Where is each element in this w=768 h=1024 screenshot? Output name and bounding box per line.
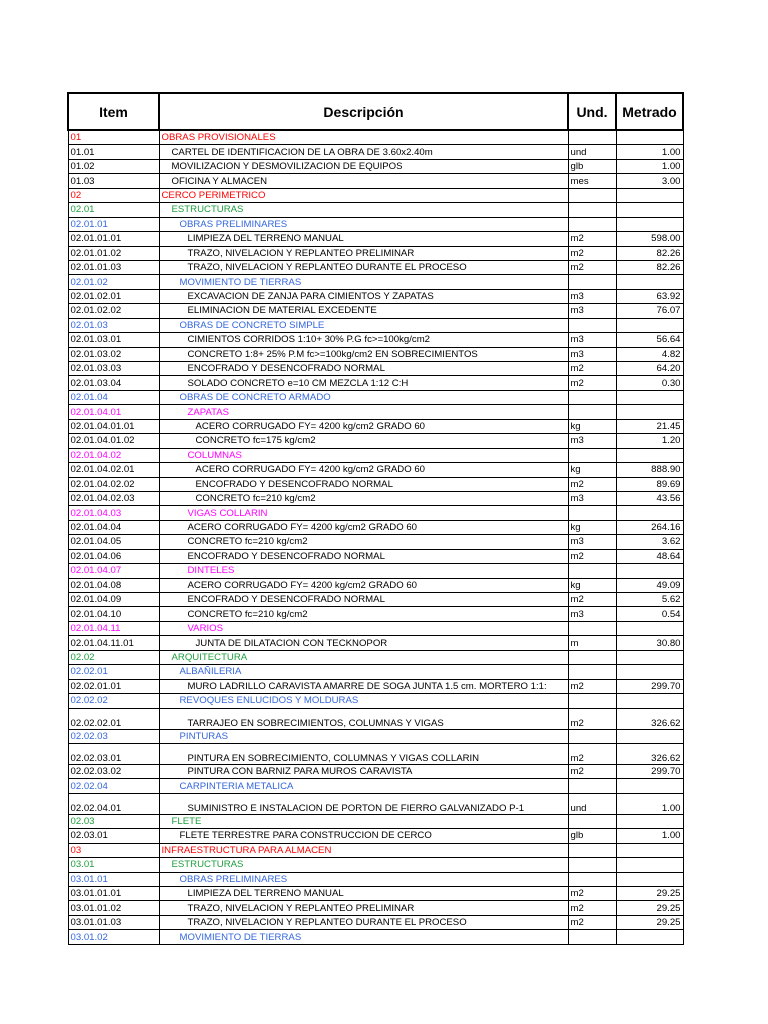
cell-item: 02.02.03.02 (68, 764, 159, 778)
cell-item: 01.03 (68, 174, 159, 188)
cell-und: kg (568, 578, 616, 592)
cell-metrado: 1.00 (616, 145, 683, 159)
cell-und: m3 (568, 333, 616, 347)
cell-und (568, 275, 616, 289)
table-row (68, 549, 683, 563)
table-row (68, 318, 683, 332)
cell-metrado (616, 650, 683, 664)
table-row (68, 636, 683, 650)
cell-und (568, 872, 616, 886)
table-row (68, 814, 683, 828)
cell-metrado: 63.92 (616, 289, 683, 303)
cell-metrado: 76.07 (616, 304, 683, 318)
table-row (68, 491, 683, 505)
cell-descripcion (159, 743, 568, 764)
cell-und (568, 203, 616, 217)
table-row (68, 665, 683, 679)
cell-descripcion: CONCRETO fc=210 kg/cm2 (159, 607, 568, 621)
table-row (68, 520, 683, 534)
cell-item: 02.03.01 (68, 829, 159, 843)
cell-metrado: 4.82 (616, 347, 683, 361)
cell-metrado: 326.62 (616, 708, 683, 729)
cell-item: 02.01.01.02 (68, 246, 159, 260)
cell-item: 01 (68, 130, 159, 145)
cell-descripcion: CONCRETO fc=210 kg/cm2 (159, 535, 568, 549)
header-descripcion: Descripción (159, 93, 568, 130)
cell-und (568, 843, 616, 857)
cell-item: 02.01.03.03 (68, 362, 159, 376)
table-row (68, 289, 683, 303)
cell-metrado: 30.80 (616, 636, 683, 650)
cell-metrado: 299.70 (616, 679, 683, 693)
cell-metrado (616, 318, 683, 332)
cell-item: 02.02.01.01 (68, 679, 159, 693)
cell-item: 02.01.01 (68, 217, 159, 231)
cell-descripcion: SOLADO CONCRETO e=10 CM MEZCLA 1:12 C:H (159, 376, 568, 390)
table-row (68, 260, 683, 274)
cell-metrado (616, 694, 683, 708)
cell-item: 02.01.04.08 (68, 578, 159, 592)
cell-item: 03.01.01.03 (68, 915, 159, 929)
cell-item: 02.01.04 (68, 390, 159, 404)
table-row (68, 434, 683, 448)
table-row (68, 304, 683, 318)
cell-item: 02.01.04.10 (68, 607, 159, 621)
table-body (68, 130, 683, 944)
cell-metrado: 56.64 (616, 333, 683, 347)
cell-metrado: 21.45 (616, 419, 683, 433)
cell-descripcion: INFRAESTRUCTURA PARA ALMACEN (159, 843, 568, 857)
cell-descripcion: ENCOFRADO Y DESENCOFRADO NORMAL (159, 477, 568, 491)
cell-descripcion: CARPINTERIA METALICA (159, 779, 568, 793)
cell-metrado (616, 858, 683, 872)
cell-metrado: 43.56 (616, 491, 683, 505)
cell-und (568, 217, 616, 231)
cell-und: und (568, 793, 616, 814)
cell-descripcion: ESTRUCTURAS (159, 858, 568, 872)
cell-item: 02.02.02.01 (68, 708, 159, 729)
cell-descripcion: OBRAS PRELIMINARES (159, 217, 568, 231)
table-row (68, 405, 683, 419)
cell-descripcion: TRAZO, NIVELACION Y REPLANTEO DURANTE EL PROCESO (159, 915, 568, 929)
cell-descripcion: CONCRETO fc=210 kg/cm2 (159, 491, 568, 505)
cell-item: 02.01.01.01 (68, 232, 159, 246)
table-row (68, 159, 683, 173)
table-row (68, 232, 683, 246)
table-row (68, 887, 683, 901)
cell-metrado (616, 506, 683, 520)
cell-metrado: 264.16 (616, 520, 683, 534)
cell-metrado: 299.70 (616, 764, 683, 778)
cell-descripcion: ESTRUCTURAS (159, 203, 568, 217)
table-row (68, 621, 683, 635)
cell-metrado: 49.09 (616, 578, 683, 592)
cell-und: m3 (568, 491, 616, 505)
cell-descripcion: ACERO CORRUGADO FY= 4200 kg/cm2 GRADO 60 (159, 419, 568, 433)
header-item: Item (68, 93, 159, 130)
cell-descripcion: MOVILIZACION Y DESMOVILIZACION DE EQUIPOS (159, 159, 568, 173)
cell-und: kg (568, 419, 616, 433)
table-row (68, 564, 683, 578)
cell-metrado (616, 390, 683, 404)
cell-item: 02.01.04.02 (68, 448, 159, 462)
cell-item: 02.01.03.01 (68, 333, 159, 347)
cell-item: 02.01.04.04 (68, 520, 159, 534)
table-row (68, 448, 683, 462)
table-row (68, 694, 683, 708)
cell-metrado (616, 621, 683, 635)
cell-und: kg (568, 463, 616, 477)
cell-metrado (616, 217, 683, 231)
cell-metrado: 1.00 (616, 829, 683, 843)
cell-und (568, 779, 616, 793)
cell-metrado (616, 729, 683, 743)
cell-item: 02.02.03 (68, 729, 159, 743)
cell-und (568, 448, 616, 462)
cell-und: m (568, 636, 616, 650)
cell-item: 03.01.01.01 (68, 887, 159, 901)
cell-und (568, 390, 616, 404)
cell-und (568, 621, 616, 635)
cell-item: 02.02.04.01 (68, 793, 159, 814)
table-row (68, 217, 683, 231)
cell-und: m2 (568, 887, 616, 901)
cell-und (568, 665, 616, 679)
cell-descripcion: ENCOFRADO Y DESENCOFRADO NORMAL (159, 362, 568, 376)
cell-und: m2 (568, 901, 616, 915)
table-row (68, 858, 683, 872)
table-row (68, 376, 683, 390)
table-row (68, 275, 683, 289)
cell-descripcion: VARIOS (159, 621, 568, 635)
cell-item: 02.01.03.04 (68, 376, 159, 390)
cell-descripcion: ARQUITECTURA (159, 650, 568, 664)
cell-metrado (616, 779, 683, 793)
cell-und (568, 729, 616, 743)
cell-metrado: 82.26 (616, 260, 683, 274)
cell-metrado: 64.20 (616, 362, 683, 376)
table-row (68, 829, 683, 843)
cell-und: m3 (568, 434, 616, 448)
table-row (68, 246, 683, 260)
cell-item: 02.02.01 (68, 665, 159, 679)
cell-descripcion: TRAZO, NIVELACION Y REPLANTEO DURANTE EL PROCESO (159, 260, 568, 274)
metrado-table (67, 92, 684, 945)
cell-item: 01.01 (68, 145, 159, 159)
cell-metrado (616, 665, 683, 679)
cell-item: 02.03 (68, 814, 159, 828)
cell-metrado (616, 564, 683, 578)
cell-metrado (616, 203, 683, 217)
table-row (68, 679, 683, 693)
cell-item: 02.01.04.06 (68, 549, 159, 563)
cell-metrado: 888.90 (616, 463, 683, 477)
table-row (68, 764, 683, 778)
cell-und: m2 (568, 260, 616, 274)
table-row (68, 477, 683, 491)
table-row (68, 607, 683, 621)
cell-und: m2 (568, 477, 616, 491)
cell-metrado: 0.30 (616, 376, 683, 390)
cell-und (568, 188, 616, 202)
cell-metrado: 29.25 (616, 915, 683, 929)
cell-und: m3 (568, 304, 616, 318)
cell-metrado: 3.00 (616, 174, 683, 188)
cell-metrado (616, 405, 683, 419)
table-row (68, 930, 683, 944)
cell-descripcion: ZAPATAS (159, 405, 568, 419)
cell-descripcion: CARTEL DE IDENTIFICACION DE LA OBRA DE 3.60x2.40m (159, 145, 568, 159)
cell-descripcion: ENCOFRADO Y DESENCOFRADO NORMAL (159, 549, 568, 563)
cell-metrado: 29.25 (616, 901, 683, 915)
cell-item: 02.01.02.02 (68, 304, 159, 318)
cell-metrado: 89.69 (616, 477, 683, 491)
header-und: Und. (568, 93, 616, 130)
cell-item: 03.01.01 (68, 872, 159, 886)
table-row (68, 347, 683, 361)
cell-descripcion (159, 793, 568, 814)
cell-descripcion-text: PINTURA EN SOBRECIMIENTO, COLUMNAS Y VIGAS COLLARIN (187, 752, 480, 764)
cell-descripcion: ACERO CORRUGADO FY= 4200 kg/cm2 GRADO 60 (159, 578, 568, 592)
header-row (68, 93, 683, 130)
cell-und: m2 (568, 743, 616, 764)
cell-metrado (616, 814, 683, 828)
cell-descripcion: DINTELES (159, 564, 568, 578)
cell-metrado: 82.26 (616, 246, 683, 260)
cell-item: 02.01.04.02.03 (68, 491, 159, 505)
cell-und: m2 (568, 246, 616, 260)
table-row (68, 145, 683, 159)
cell-metrado: 1.00 (616, 793, 683, 814)
table-row (68, 390, 683, 404)
table-row (68, 593, 683, 607)
cell-descripcion: OBRAS DE CONCRETO ARMADO (159, 390, 568, 404)
cell-metrado: 29.25 (616, 887, 683, 901)
cell-item: 02.01.04.01 (68, 405, 159, 419)
table-row (68, 362, 683, 376)
table-row (68, 779, 683, 793)
cell-item: 03.01.01.02 (68, 901, 159, 915)
cell-item: 02.01.04.02.02 (68, 477, 159, 491)
cell-descripcion: CIMIENTOS CORRIDOS 1:10+ 30% P.G fc>=100kg/cm2 (159, 333, 568, 347)
cell-descripcion: LIMPIEZA DEL TERRENO MANUAL (159, 887, 568, 901)
cell-item: 02.01.04.09 (68, 593, 159, 607)
cell-und (568, 930, 616, 944)
header-metrado: Metrado (616, 93, 683, 130)
cell-descripcion: PINTURA CON BARNIZ PARA MUROS CARAVISTA (159, 764, 568, 778)
table-row (68, 506, 683, 520)
cell-descripcion: TRAZO, NIVELACION Y REPLANTEO PRELIMINAR (159, 246, 568, 260)
cell-item: 02.02.03.01 (68, 743, 159, 764)
cell-metrado: 3.62 (616, 535, 683, 549)
cell-descripcion: COLUMNAS (159, 448, 568, 462)
cell-item: 02.01.04.01.02 (68, 434, 159, 448)
cell-item: 02.01.02.01 (68, 289, 159, 303)
table-row (68, 203, 683, 217)
cell-und: m2 (568, 362, 616, 376)
cell-descripcion: PINTURAS (159, 729, 568, 743)
cell-descripcion: ENCOFRADO Y DESENCOFRADO NORMAL (159, 593, 568, 607)
table-row (68, 872, 683, 886)
cell-metrado (616, 188, 683, 202)
cell-und: m3 (568, 535, 616, 549)
table-row (68, 463, 683, 477)
cell-und: glb (568, 829, 616, 843)
table-row (68, 743, 683, 764)
cell-und: m2 (568, 549, 616, 563)
cell-metrado: 1.00 (616, 159, 683, 173)
cell-und: m2 (568, 764, 616, 778)
cell-descripcion: REVOQUES ENLUCIDOS Y MOLDURAS (159, 694, 568, 708)
cell-descripcion: FLETE (159, 814, 568, 828)
cell-descripcion: MURO LADRILLO CARAVISTA AMARRE DE SOGA JUNTA 1.5 cm. MORTERO 1:1: (159, 679, 568, 693)
cell-descripcion-text: SUMINISTRO E INSTALACION DE PORTON DE FIERRO GALVANIZADO P-1 (187, 802, 525, 814)
cell-item: 02.01.01.03 (68, 260, 159, 274)
cell-und (568, 814, 616, 828)
cell-und: glb (568, 159, 616, 173)
cell-und: m2 (568, 376, 616, 390)
cell-descripcion: CONCRETO 1:8+ 25% P.M fc>=100kg/cm2 EN SOBRECIMIENTOS (159, 347, 568, 361)
cell-descripcion-text: TARRAJEO EN SOBRECIMIENTOS, COLUMNAS Y VIGAS (187, 717, 444, 729)
cell-und: m3 (568, 607, 616, 621)
cell-item: 02.02.02 (68, 694, 159, 708)
table-row (68, 174, 683, 188)
table-row (68, 729, 683, 743)
cell-metrado: 5.62 (616, 593, 683, 607)
cell-und: m3 (568, 347, 616, 361)
cell-metrado: 1.20 (616, 434, 683, 448)
table-row (68, 708, 683, 729)
table-row (68, 535, 683, 549)
cell-item: 03 (68, 843, 159, 857)
cell-descripcion: ELIMINACION DE MATERIAL EXCEDENTE (159, 304, 568, 318)
cell-und: m3 (568, 289, 616, 303)
cell-metrado (616, 872, 683, 886)
cell-und: und (568, 145, 616, 159)
cell-descripcion: MOVIMIENTO DE TIERRAS (159, 275, 568, 289)
cell-und (568, 694, 616, 708)
table-row (68, 793, 683, 814)
cell-descripcion: EXCAVACION DE ZANJA PARA CIMIENTOS Y ZAPATAS (159, 289, 568, 303)
cell-descripcion: VIGAS COLLARIN (159, 506, 568, 520)
cell-item: 02.01.04.11.01 (68, 636, 159, 650)
cell-item: 02.01.04.03 (68, 506, 159, 520)
cell-metrado (616, 275, 683, 289)
cell-descripcion: CERCO PERIMETRICO (159, 188, 568, 202)
cell-item: 02.01 (68, 203, 159, 217)
cell-item: 02.01.03.02 (68, 347, 159, 361)
cell-item: 03.01.02 (68, 930, 159, 944)
cell-descripcion: OBRAS PRELIMINARES (159, 872, 568, 886)
cell-item: 02.01.04.05 (68, 535, 159, 549)
cell-descripcion: LIMPIEZA DEL TERRENO MANUAL (159, 232, 568, 246)
cell-item: 03.01 (68, 858, 159, 872)
cell-descripcion: ACERO CORRUGADO FY= 4200 kg/cm2 GRADO 60 (159, 463, 568, 477)
table-row (68, 650, 683, 664)
cell-item: 02.01.04.11 (68, 621, 159, 635)
cell-und: m2 (568, 232, 616, 246)
cell-item: 02.02 (68, 650, 159, 664)
cell-item: 02 (68, 188, 159, 202)
cell-und (568, 650, 616, 664)
cell-descripcion: OBRAS DE CONCRETO SIMPLE (159, 318, 568, 332)
cell-metrado: 326.62 (616, 743, 683, 764)
cell-descripcion: OBRAS PROVISIONALES (159, 130, 568, 145)
cell-und (568, 318, 616, 332)
cell-und: m2 (568, 679, 616, 693)
cell-und: m2 (568, 708, 616, 729)
cell-metrado (616, 130, 683, 145)
table-row (68, 419, 683, 433)
cell-und (568, 564, 616, 578)
cell-descripcion (159, 708, 568, 729)
table-row (68, 843, 683, 857)
cell-descripcion: ALBAÑILERIA (159, 665, 568, 679)
cell-und: m2 (568, 915, 616, 929)
cell-metrado: 598.00 (616, 232, 683, 246)
cell-descripcion: FLETE TERRESTRE PARA CONSTRUCCION DE CERCO (159, 829, 568, 843)
cell-und (568, 130, 616, 145)
cell-metrado: 48.64 (616, 549, 683, 563)
table-row (68, 901, 683, 915)
cell-descripcion: CONCRETO fc=175 kg/cm2 (159, 434, 568, 448)
table-row (68, 130, 683, 145)
cell-item: 02.01.04.07 (68, 564, 159, 578)
cell-item: 01.02 (68, 159, 159, 173)
cell-item: 02.01.02 (68, 275, 159, 289)
cell-item: 02.01.03 (68, 318, 159, 332)
cell-und: kg (568, 520, 616, 534)
cell-metrado (616, 448, 683, 462)
cell-descripcion: TRAZO, NIVELACION Y REPLANTEO PRELIMINAR (159, 901, 568, 915)
table-row (68, 188, 683, 202)
cell-und: m2 (568, 593, 616, 607)
cell-und: mes (568, 174, 616, 188)
cell-item: 02.02.04 (68, 779, 159, 793)
cell-descripcion: JUNTA DE DILATACION CON TECKNOPOR (159, 636, 568, 650)
table-row (68, 578, 683, 592)
table-row (68, 915, 683, 929)
cell-metrado (616, 843, 683, 857)
cell-item: 02.01.04.02.01 (68, 463, 159, 477)
table-row (68, 333, 683, 347)
cell-descripcion: MOVIMIENTO DE TIERRAS (159, 930, 568, 944)
cell-descripcion: OFICINA Y ALMACEN (159, 174, 568, 188)
cell-und (568, 858, 616, 872)
cell-metrado (616, 930, 683, 944)
cell-item: 02.01.04.01.01 (68, 419, 159, 433)
cell-und (568, 506, 616, 520)
cell-descripcion: ACERO CORRUGADO FY= 4200 kg/cm2 GRADO 60 (159, 520, 568, 534)
cell-und (568, 405, 616, 419)
cell-metrado: 0.54 (616, 607, 683, 621)
